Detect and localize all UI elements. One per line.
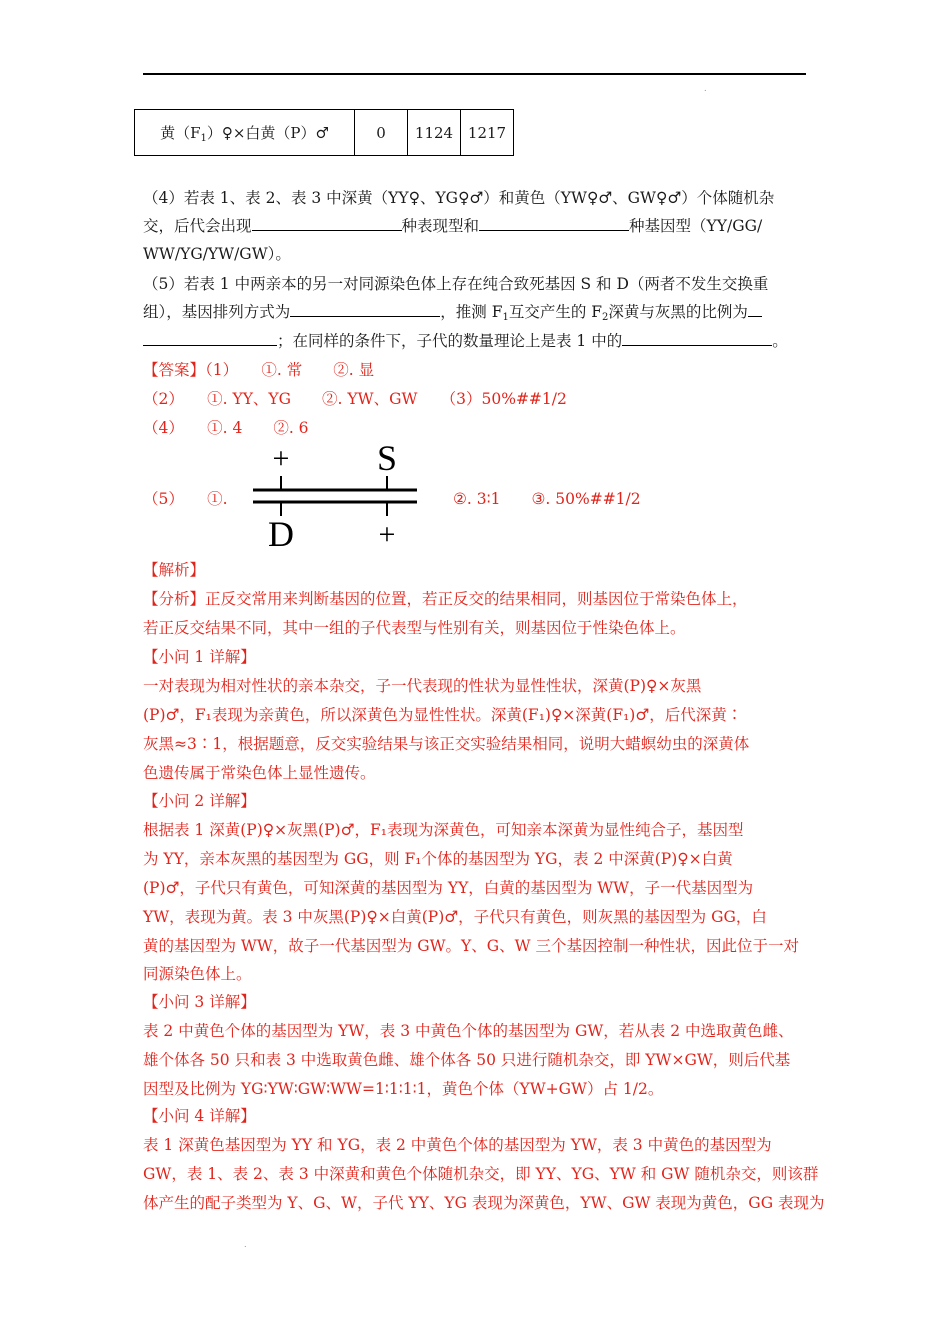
- question-5-line-1: （5）若表 1 中两亲本的另一对同源染色体上存在纯合致死基因 S 和 D（两者不发生交换重: [143, 275, 769, 293]
- sub-question-2-line: 同源染色体上。: [143, 965, 252, 983]
- sub-question-4-title: 【小问 4 详解】: [143, 1107, 256, 1125]
- answer-line-5-prefix: （5） ①.: [143, 490, 228, 508]
- answer-blank[interactable]: [748, 302, 762, 317]
- sub-question-2-line: 根据表 1 深黄(P)♀×灰黑(P)♂，F₁表现为深黄色，可知亲本深黄为显性纯合子，基因型: [143, 821, 744, 839]
- answer-line-4: （4） ①. 4 ②. 6: [143, 419, 309, 437]
- answer-label: 【答案】: [143, 361, 206, 379]
- sub-question-1-line: 一对表现为相对性状的亲本杂交，子一代表现的性状为显性性状，深黄(P)♀×灰黑: [143, 677, 702, 695]
- answer-blank[interactable]: [290, 302, 440, 317]
- sub-question-2-line: (P)♂，子代只有黄色，可知深黄的基因型为 YY，白黄的基因型为 WW，子一代基因型为: [143, 879, 754, 897]
- answer-blank[interactable]: [252, 216, 402, 231]
- chromosome-diagram: [245, 440, 425, 550]
- analysis-line-2: 若正反交结果不同，其中一组的子代表型与性别有关，则基因位于性染色体上。: [143, 619, 686, 637]
- answer-line-2: （2） ①. YY、YG ②. YW、GW （3）50%##1/2: [143, 390, 567, 408]
- sub-question-4-line: GW，表 1、表 2、表 3 中深黄和黄色个体随机杂交，即 YY、YG、YW 和 GW 随机杂交，则该群: [143, 1165, 819, 1183]
- sub-question-2-line: 黄的基因型为 WW，故子一代基因型为 GW。Y、G、W 三个基因控制一种性状，因此位于一对: [143, 937, 800, 955]
- allele-label: S: [376, 440, 398, 478]
- table-row: [135, 110, 514, 156]
- sub-question-3-title: 【小问 3 详解】: [143, 993, 256, 1011]
- answer-line-1: 【答案】（1） ①. 常 ②. 显: [143, 361, 375, 379]
- analysis-fenxi-label: 【分析】: [143, 590, 206, 608]
- decorative-dot: .: [244, 1240, 247, 1249]
- table-cell: 0: [355, 110, 408, 156]
- header-rule: [143, 73, 806, 75]
- sub-question-2-line: YW，表现为黄。表 3 中灰黑(P)♀×白黄(P)♂，子代只有黄色，则灰黑的基因型为 GG，白: [143, 908, 767, 926]
- question-5-line-3: ；在同样的条件下，子代的数量理论上是表 1 中的 。: [143, 331, 813, 351]
- question-4-line-3: WW/YG/YW/GW）。: [143, 245, 291, 263]
- answer-line-5-suffix: ②. 3∶1 ③. 50%##1/2: [453, 490, 641, 508]
- answer-blank[interactable]: [143, 331, 277, 346]
- sub-question-1-line: (P)♂，F₁表现为亲黄色，所以深黄色为显性性状。深黄(F₁)♀×深黄(F₁)♂，后代深黄∶: [143, 706, 743, 724]
- sub-question-3-line: 雄个体各 50 只和表 3 中选取黄色雌、雄个体各 50 只进行随机杂交，即 YW×GW，则后代基: [143, 1051, 791, 1069]
- sub-question-4-line: 体产生的配子类型为 Y、G、W，子代 YY、YG 表现为深黄色，YW、GW 表现为黄色，GG 表现为: [143, 1194, 825, 1212]
- table-cell: 1217: [461, 110, 514, 156]
- sub-question-1-title: 【小问 1 详解】: [143, 648, 256, 666]
- allele-label: D: [268, 514, 294, 550]
- analysis-label: 【解析】: [143, 561, 206, 579]
- table-cell-cross: 黄$(F_1)♀\times$白黄（P）♂: [135, 110, 355, 156]
- question-5-line-2: 组），基因排列方式为 ，推测 $F_1$互交产生的 $F_2$深黄与灰黑的比例为: [143, 302, 813, 328]
- allele-label: +: [272, 442, 290, 475]
- sub-question-1-line: 灰黑≈3∶1，根据题意，反交实验结果与该正交实验结果相同，说明大蜡螟幼虫的深黄体: [143, 735, 750, 753]
- sub-question-2-line: 为 YY，亲本灰黑的基因型为 GG，则 F₁个体的基因型为 YG，表 2 中深黄(P)♀×白黄: [143, 850, 733, 868]
- sub-question-2-title: 【小问 2 详解】: [143, 792, 256, 810]
- question-4-line-2: 交，后代会出现 种表现型和 种基因型（YY/GG/: [143, 217, 763, 235]
- sub-question-3-line: 表 2 中黄色个体的基因型为 YW，表 3 中黄色个体的基因型为 GW，若从表 2 中选取黄色雌、: [143, 1022, 794, 1040]
- decorative-dot: .: [704, 84, 707, 93]
- answer-blank[interactable]: [622, 331, 772, 346]
- analysis-line-1: 【分析】正反交常用来判断基因的位置，若正反交的结果相同，则基因位于常染色体上，: [143, 590, 748, 608]
- sub-question-3-line: 因型及比例为 YG∶YW∶GW∶WW=1∶1∶1∶1，黄色个体（YW+GW）占 1/2。: [143, 1080, 664, 1098]
- allele-label: +: [378, 518, 396, 550]
- table-cell: 1124: [408, 110, 461, 156]
- cross-result-table: [134, 109, 514, 156]
- sub-question-1-line: 色遗传属于常染色体上显性遗传。: [143, 764, 376, 782]
- answer-blank[interactable]: [479, 216, 629, 231]
- question-4-line-1: （4）若表 1、表 2、表 3 中深黄（YY♀、YG♀♂）和黄色（YW♀♂、GW♀♂）个体随机杂: [143, 189, 775, 207]
- sub-question-4-line: 表 1 深黄色基因型为 YY 和 YG，表 2 中黄色个体的基因型为 YW，表 3 中黄色的基因型为: [143, 1136, 772, 1154]
